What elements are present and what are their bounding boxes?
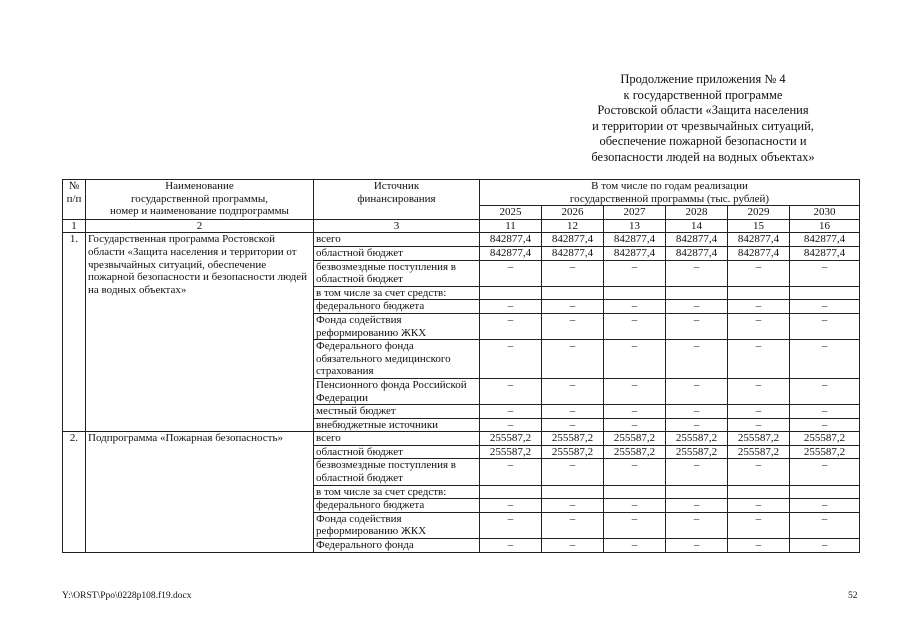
year-value: – xyxy=(542,378,604,404)
year-value: 842877,4 xyxy=(480,246,542,260)
year-value: – xyxy=(790,405,860,419)
funding-source: областной бюджет xyxy=(314,445,480,459)
year-value: – xyxy=(790,313,860,339)
year-value: – xyxy=(728,418,790,432)
year-value: – xyxy=(790,499,860,513)
year-value: – xyxy=(604,459,666,485)
col-header-years-group: В том числе по годам реализации государственной программы (тыс. рублей) xyxy=(480,180,860,206)
year-value: – xyxy=(480,539,542,553)
column-index: 2 xyxy=(86,219,314,233)
year-value: – xyxy=(728,340,790,379)
year-value: 842877,4 xyxy=(604,246,666,260)
year-value: 842877,4 xyxy=(728,233,790,247)
year-value: – xyxy=(480,313,542,339)
year-value: 842877,4 xyxy=(728,246,790,260)
year-value: – xyxy=(790,459,860,485)
year-value: – xyxy=(666,418,728,432)
column-index: 3 xyxy=(314,219,480,233)
appendix-header-line: Продолжение приложения № 4 xyxy=(620,72,786,86)
year-value: 842877,4 xyxy=(790,246,860,260)
year-value: – xyxy=(604,418,666,432)
column-index: 16 xyxy=(790,219,860,233)
year-value: 842877,4 xyxy=(542,246,604,260)
year-value: 255587,2 xyxy=(666,432,728,446)
appendix-header-line: обеспечение пожарной безопасности и xyxy=(599,134,807,149)
year-value: 255587,2 xyxy=(480,445,542,459)
year-value: – xyxy=(480,459,542,485)
table-row xyxy=(63,233,860,247)
appendix-header xyxy=(553,72,853,166)
year-value: – xyxy=(666,405,728,419)
year-value: – xyxy=(728,539,790,553)
year-value xyxy=(542,485,604,499)
funding-source: безвозмездные поступления в областной бюджет xyxy=(314,260,480,286)
col-header-source: Источник финансирования xyxy=(314,180,480,220)
funding-source: федерального бюджета xyxy=(314,499,480,513)
year-value: – xyxy=(666,313,728,339)
year-value xyxy=(790,286,860,300)
funding-source: в том числе за счет средств: xyxy=(314,286,480,300)
appendix-header-line: и территории от чрезвычайных ситуаций, xyxy=(592,118,814,133)
year-value: – xyxy=(666,459,728,485)
year-value: – xyxy=(666,512,728,538)
year-value: – xyxy=(790,378,860,404)
column-index: 15 xyxy=(728,219,790,233)
year-value: 255587,2 xyxy=(728,445,790,459)
funding-source: Фонда содействия реформированию ЖКХ xyxy=(314,512,480,538)
year-value: – xyxy=(542,512,604,538)
column-index-row xyxy=(63,219,860,233)
funding-source: всего xyxy=(314,233,480,247)
year-value: – xyxy=(790,539,860,553)
col-header-number: № п/п xyxy=(63,180,86,220)
year-value: 842877,4 xyxy=(666,233,728,247)
year-value xyxy=(604,485,666,499)
year-value: 255587,2 xyxy=(790,432,860,446)
table-body xyxy=(63,233,860,552)
year-value: 842877,4 xyxy=(480,233,542,247)
year-value: – xyxy=(790,300,860,314)
col-header-year: 2026 xyxy=(542,206,604,220)
year-value xyxy=(666,485,728,499)
year-value xyxy=(542,286,604,300)
funding-source: федерального бюджета xyxy=(314,300,480,314)
year-value: – xyxy=(480,378,542,404)
appendix-header-line: к государственной программе xyxy=(623,87,783,102)
year-value: – xyxy=(604,405,666,419)
year-value xyxy=(666,286,728,300)
year-value: – xyxy=(728,512,790,538)
funding-source: Федерального фонда обязательного медицинского страхования xyxy=(314,340,480,379)
year-value: 842877,4 xyxy=(790,233,860,247)
year-value: 255587,2 xyxy=(604,432,666,446)
year-value: – xyxy=(542,539,604,553)
year-value xyxy=(480,485,542,499)
year-value: 255587,2 xyxy=(790,445,860,459)
year-value: 255587,2 xyxy=(542,432,604,446)
year-value: – xyxy=(542,313,604,339)
year-value: – xyxy=(604,260,666,286)
year-value: – xyxy=(666,499,728,513)
col-header-name: Наименование государственной программы, номер и наименование подпрограммы xyxy=(86,180,314,220)
funding-source: Пенсионного фонда Российской Федерации xyxy=(314,378,480,404)
funding-source: Фонда содействия реформированию ЖКХ xyxy=(314,313,480,339)
year-value: – xyxy=(542,459,604,485)
column-index: 13 xyxy=(604,219,666,233)
year-value: – xyxy=(666,340,728,379)
year-value: – xyxy=(604,378,666,404)
program-name: Подпрограмма «Пожарная безопасность» xyxy=(86,432,314,552)
column-index: 14 xyxy=(666,219,728,233)
year-value: – xyxy=(604,340,666,379)
year-value: 842877,4 xyxy=(604,233,666,247)
year-value: 842877,4 xyxy=(666,246,728,260)
row-number: 2. xyxy=(63,432,86,552)
funding-source: безвозмездные поступления в областной бюджет xyxy=(314,459,480,485)
year-value: 842877,4 xyxy=(542,233,604,247)
year-value: – xyxy=(542,340,604,379)
year-value: – xyxy=(480,300,542,314)
appendix-header-line: Ростовской области «Защита населения xyxy=(597,103,809,118)
funding-source: местный бюджет xyxy=(314,405,480,419)
funding-source: в том числе за счет средств: xyxy=(314,485,480,499)
column-index: 11 xyxy=(480,219,542,233)
col-header-year: 2028 xyxy=(666,206,728,220)
year-value: – xyxy=(480,405,542,419)
col-header-year: 2025 xyxy=(480,206,542,220)
year-value: – xyxy=(790,340,860,379)
funding-source: Федерального фонда xyxy=(314,539,480,553)
year-value: – xyxy=(542,405,604,419)
year-value: 255587,2 xyxy=(480,432,542,446)
funding-source: областной бюджет xyxy=(314,246,480,260)
col-header-year: 2030 xyxy=(790,206,860,220)
year-value xyxy=(604,286,666,300)
year-value: – xyxy=(480,260,542,286)
year-value: – xyxy=(790,260,860,286)
year-value: – xyxy=(728,405,790,419)
year-value: – xyxy=(728,499,790,513)
year-value: – xyxy=(728,378,790,404)
col-header-year: 2027 xyxy=(604,206,666,220)
year-value: – xyxy=(604,300,666,314)
year-value: – xyxy=(728,313,790,339)
year-value: – xyxy=(480,499,542,513)
year-value: – xyxy=(790,418,860,432)
year-value: 255587,2 xyxy=(604,445,666,459)
year-value xyxy=(728,286,790,300)
funding-source: всего xyxy=(314,432,480,446)
program-name: Государственная программа Ростовской области «Защита населения и территории от чрезвычайных ситуаций, обеспечение пожарной безопасности и безопасности людей на водных объектах» xyxy=(86,233,314,432)
financing-table xyxy=(62,179,860,553)
year-value: – xyxy=(790,512,860,538)
column-index: 1 xyxy=(63,219,86,233)
year-value: – xyxy=(542,300,604,314)
year-value: – xyxy=(542,260,604,286)
appendix-header-line: безопасности людей на водных объектах» xyxy=(591,149,815,164)
year-value: 255587,2 xyxy=(728,432,790,446)
year-value: – xyxy=(666,260,728,286)
year-value: – xyxy=(480,418,542,432)
year-value: – xyxy=(728,300,790,314)
year-value: – xyxy=(666,300,728,314)
year-value: – xyxy=(604,499,666,513)
table-row xyxy=(63,432,860,446)
year-value: – xyxy=(480,512,542,538)
table-head xyxy=(63,180,860,233)
year-value: 255587,2 xyxy=(542,445,604,459)
year-value: – xyxy=(666,539,728,553)
file-path: Y:\ORST\Ppo\0228p108.f19.docx xyxy=(62,591,192,601)
year-value: – xyxy=(542,499,604,513)
funding-source: внебюджетные источники xyxy=(314,418,480,432)
year-value: – xyxy=(542,418,604,432)
year-value: 255587,2 xyxy=(666,445,728,459)
year-value: – xyxy=(604,539,666,553)
col-header-year: 2029 xyxy=(728,206,790,220)
row-number: 1. xyxy=(63,233,86,432)
year-value: – xyxy=(604,313,666,339)
year-value: – xyxy=(480,340,542,379)
year-value: – xyxy=(728,260,790,286)
page-number: 52 xyxy=(848,591,858,601)
year-value: – xyxy=(728,459,790,485)
year-value: – xyxy=(604,512,666,538)
year-value xyxy=(728,485,790,499)
year-value xyxy=(480,286,542,300)
year-value xyxy=(790,485,860,499)
year-value: – xyxy=(666,378,728,404)
column-index: 12 xyxy=(542,219,604,233)
